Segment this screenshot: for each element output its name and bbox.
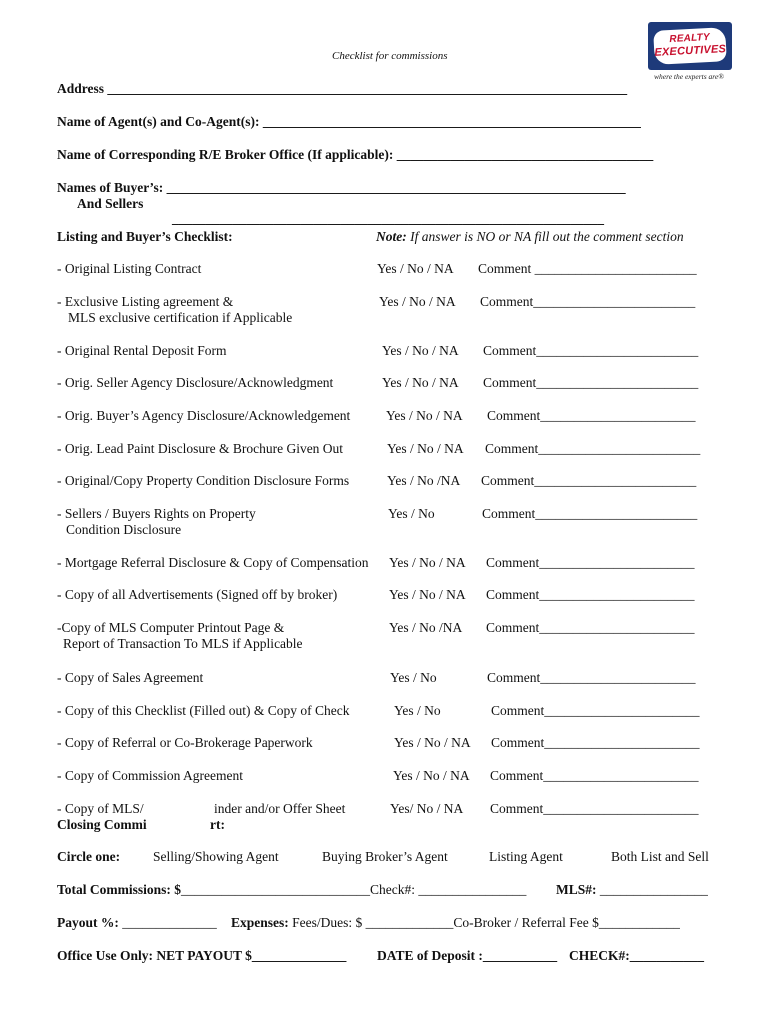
form-title: Checklist for commissions: [332, 50, 448, 62]
item-options[interactable]: Yes / No / NA: [382, 343, 459, 358]
checklist-heading: Listing and Buyer’s Checklist:: [57, 229, 233, 244]
sellers-label: And Sellers: [77, 196, 144, 211]
item-comment[interactable]: Comment_______________________: [490, 801, 699, 816]
office-check-number-field[interactable]: CHECK#:___________: [569, 948, 704, 963]
item-options[interactable]: Yes / No / NA: [382, 375, 459, 390]
item-comment[interactable]: Comment_______________________: [486, 555, 695, 570]
check-number-field[interactable]: Check#: ________________: [370, 882, 527, 897]
item-options[interactable]: Yes / No: [390, 670, 437, 685]
item-label: -Copy of MLS Computer Printout Page &: [57, 620, 285, 635]
item-label: - Original/Copy Property Condition Disclosure Forms: [57, 473, 350, 488]
address-field[interactable]: Address _____________________________________________________________________________: [57, 81, 628, 96]
item-label-line2: Condition Disclosure: [66, 522, 182, 537]
broker-office-field[interactable]: Name of Corresponding R/E Broker Office (If applicable): ______________________________________: [57, 147, 654, 162]
item-label: - Copy of all Advertisements (Signed off by broker): [57, 587, 338, 602]
item-comment[interactable]: Comment________________________: [480, 294, 696, 309]
item-label: - Copy of Sales Agreement: [57, 670, 204, 685]
note-text: If answer is NO or NA fill out the comment section: [406, 229, 684, 244]
mls-number-field[interactable]: ________________: [596, 882, 708, 897]
item-options[interactable]: Yes / No / NA: [389, 555, 466, 570]
item-label: - Exclusive Listing agreement &: [57, 294, 234, 309]
item-label: - Orig. Lead Paint Disclosure & Brochure Given Out: [57, 441, 344, 456]
date-of-deposit-field[interactable]: DATE of Deposit :___________: [377, 948, 558, 963]
item-options[interactable]: Yes / No / NA: [386, 408, 463, 423]
item-comment[interactable]: Comment_______________________: [487, 408, 696, 423]
item-comment[interactable]: Comment_______________________: [486, 620, 695, 635]
realty-executives-logo: [648, 22, 732, 70]
item-comment[interactable]: Comment________________________: [483, 343, 699, 358]
item-label-partial: inder and/or Offer Sheet: [214, 801, 346, 816]
item-options[interactable]: Yes / No: [394, 703, 441, 718]
item-label: - Sellers / Buyers Rights on Property: [57, 506, 256, 521]
item-label: - Orig. Buyer’s Agency Disclosure/Acknowledgement: [57, 408, 351, 423]
payout-row: [57, 915, 217, 931]
buyers-field[interactable]: Names of Buyer’s: ____________________________________________________________________: [57, 180, 626, 195]
item-comment[interactable]: Comment_______________________: [491, 703, 700, 718]
item-options[interactable]: Yes / No /NA: [387, 473, 461, 488]
item-label: - Copy of Referral or Co-Brokerage Paperwork: [57, 735, 313, 750]
item-comment[interactable]: Comment________________________: [482, 506, 698, 521]
item-options[interactable]: Yes / No / NA: [389, 587, 466, 602]
item-comment[interactable]: Comment_______________________: [487, 670, 696, 685]
item-options[interactable]: Yes / No / NA: [377, 261, 454, 276]
mls-label: MLS#:: [556, 882, 597, 897]
item-comment[interactable]: Comment________________________: [481, 473, 697, 488]
item-options[interactable]: Yes / No / NA: [387, 441, 464, 456]
net-payout-field[interactable]: Office Use Only: NET PAYOUT $______________: [57, 948, 347, 963]
item-options[interactable]: Yes / No / NA: [394, 735, 471, 750]
option-both-list-sell[interactable]: Both List and Sell: [611, 849, 709, 864]
item-label-line2: MLS exclusive certification if Applicable: [68, 310, 293, 325]
checklist-note: [376, 229, 684, 245]
total-commissions-row: [57, 882, 526, 898]
logo-text-line2: EXECUTIVES: [654, 43, 727, 59]
expenses-row: [231, 915, 680, 931]
item-comment[interactable]: Comment________________________: [485, 441, 701, 456]
payout-field[interactable]: ______________: [118, 915, 217, 930]
item-comment[interactable]: Comment ________________________: [478, 261, 697, 276]
closing-commission-label-end: rt:: [210, 817, 225, 832]
item-label: - Mortgage Referral Disclosure & Copy of Compensation: [57, 555, 369, 570]
expenses-fields[interactable]: Fees/Dues: $ _____________Co-Broker / Referral Fee $____________: [288, 915, 680, 930]
item-label: - Copy of MLS/: [57, 801, 144, 816]
mls-number-row: [556, 882, 708, 898]
sellers-field[interactable]: ________________________________________________________________: [172, 211, 604, 226]
option-listing-agent[interactable]: Listing Agent: [489, 849, 563, 864]
item-label: - Copy of Commission Agreement: [57, 768, 243, 783]
item-label: - Original Rental Deposit Form: [57, 343, 227, 358]
item-comment[interactable]: Comment_______________________: [490, 768, 699, 783]
circle-one-label: Circle one:: [57, 849, 121, 864]
note-label: Note:: [376, 229, 407, 244]
item-options[interactable]: Yes/ No / NA: [390, 801, 464, 816]
item-label-line2: Report of Transaction To MLS if Applicable: [63, 636, 303, 651]
item-comment[interactable]: Comment________________________: [483, 375, 699, 390]
total-commissions-label: Total Commissions: $: [57, 882, 182, 897]
option-buying-broker-agent[interactable]: Buying Broker’s Agent: [322, 849, 448, 864]
agents-field[interactable]: Name of Agent(s) and Co-Agent(s): ________________________________________________________: [57, 114, 641, 129]
item-options[interactable]: Yes / No /NA: [389, 620, 463, 635]
item-options[interactable]: Yes / No / NA: [379, 294, 456, 309]
item-label: - Orig. Seller Agency Disclosure/Acknowledgment: [57, 375, 334, 390]
item-options[interactable]: Yes / No / NA: [393, 768, 470, 783]
expenses-label: Expenses:: [231, 915, 289, 930]
item-options[interactable]: Yes / No: [388, 506, 435, 521]
total-commissions-field[interactable]: ____________________________: [181, 882, 371, 897]
item-comment[interactable]: Comment_______________________: [486, 587, 695, 602]
logo-tagline: where the experts are®: [654, 72, 724, 81]
payout-label: Payout %:: [57, 915, 119, 930]
item-label: - Original Listing Contract: [57, 261, 202, 276]
option-selling-agent[interactable]: Selling/Showing Agent: [153, 849, 279, 864]
logo-text-line1: REALTY: [669, 31, 711, 46]
item-label: - Copy of this Checklist (Filled out) & Copy of Check: [57, 703, 350, 718]
closing-commission-label: Closing Commi: [57, 817, 147, 832]
item-comment[interactable]: Comment_______________________: [491, 735, 700, 750]
